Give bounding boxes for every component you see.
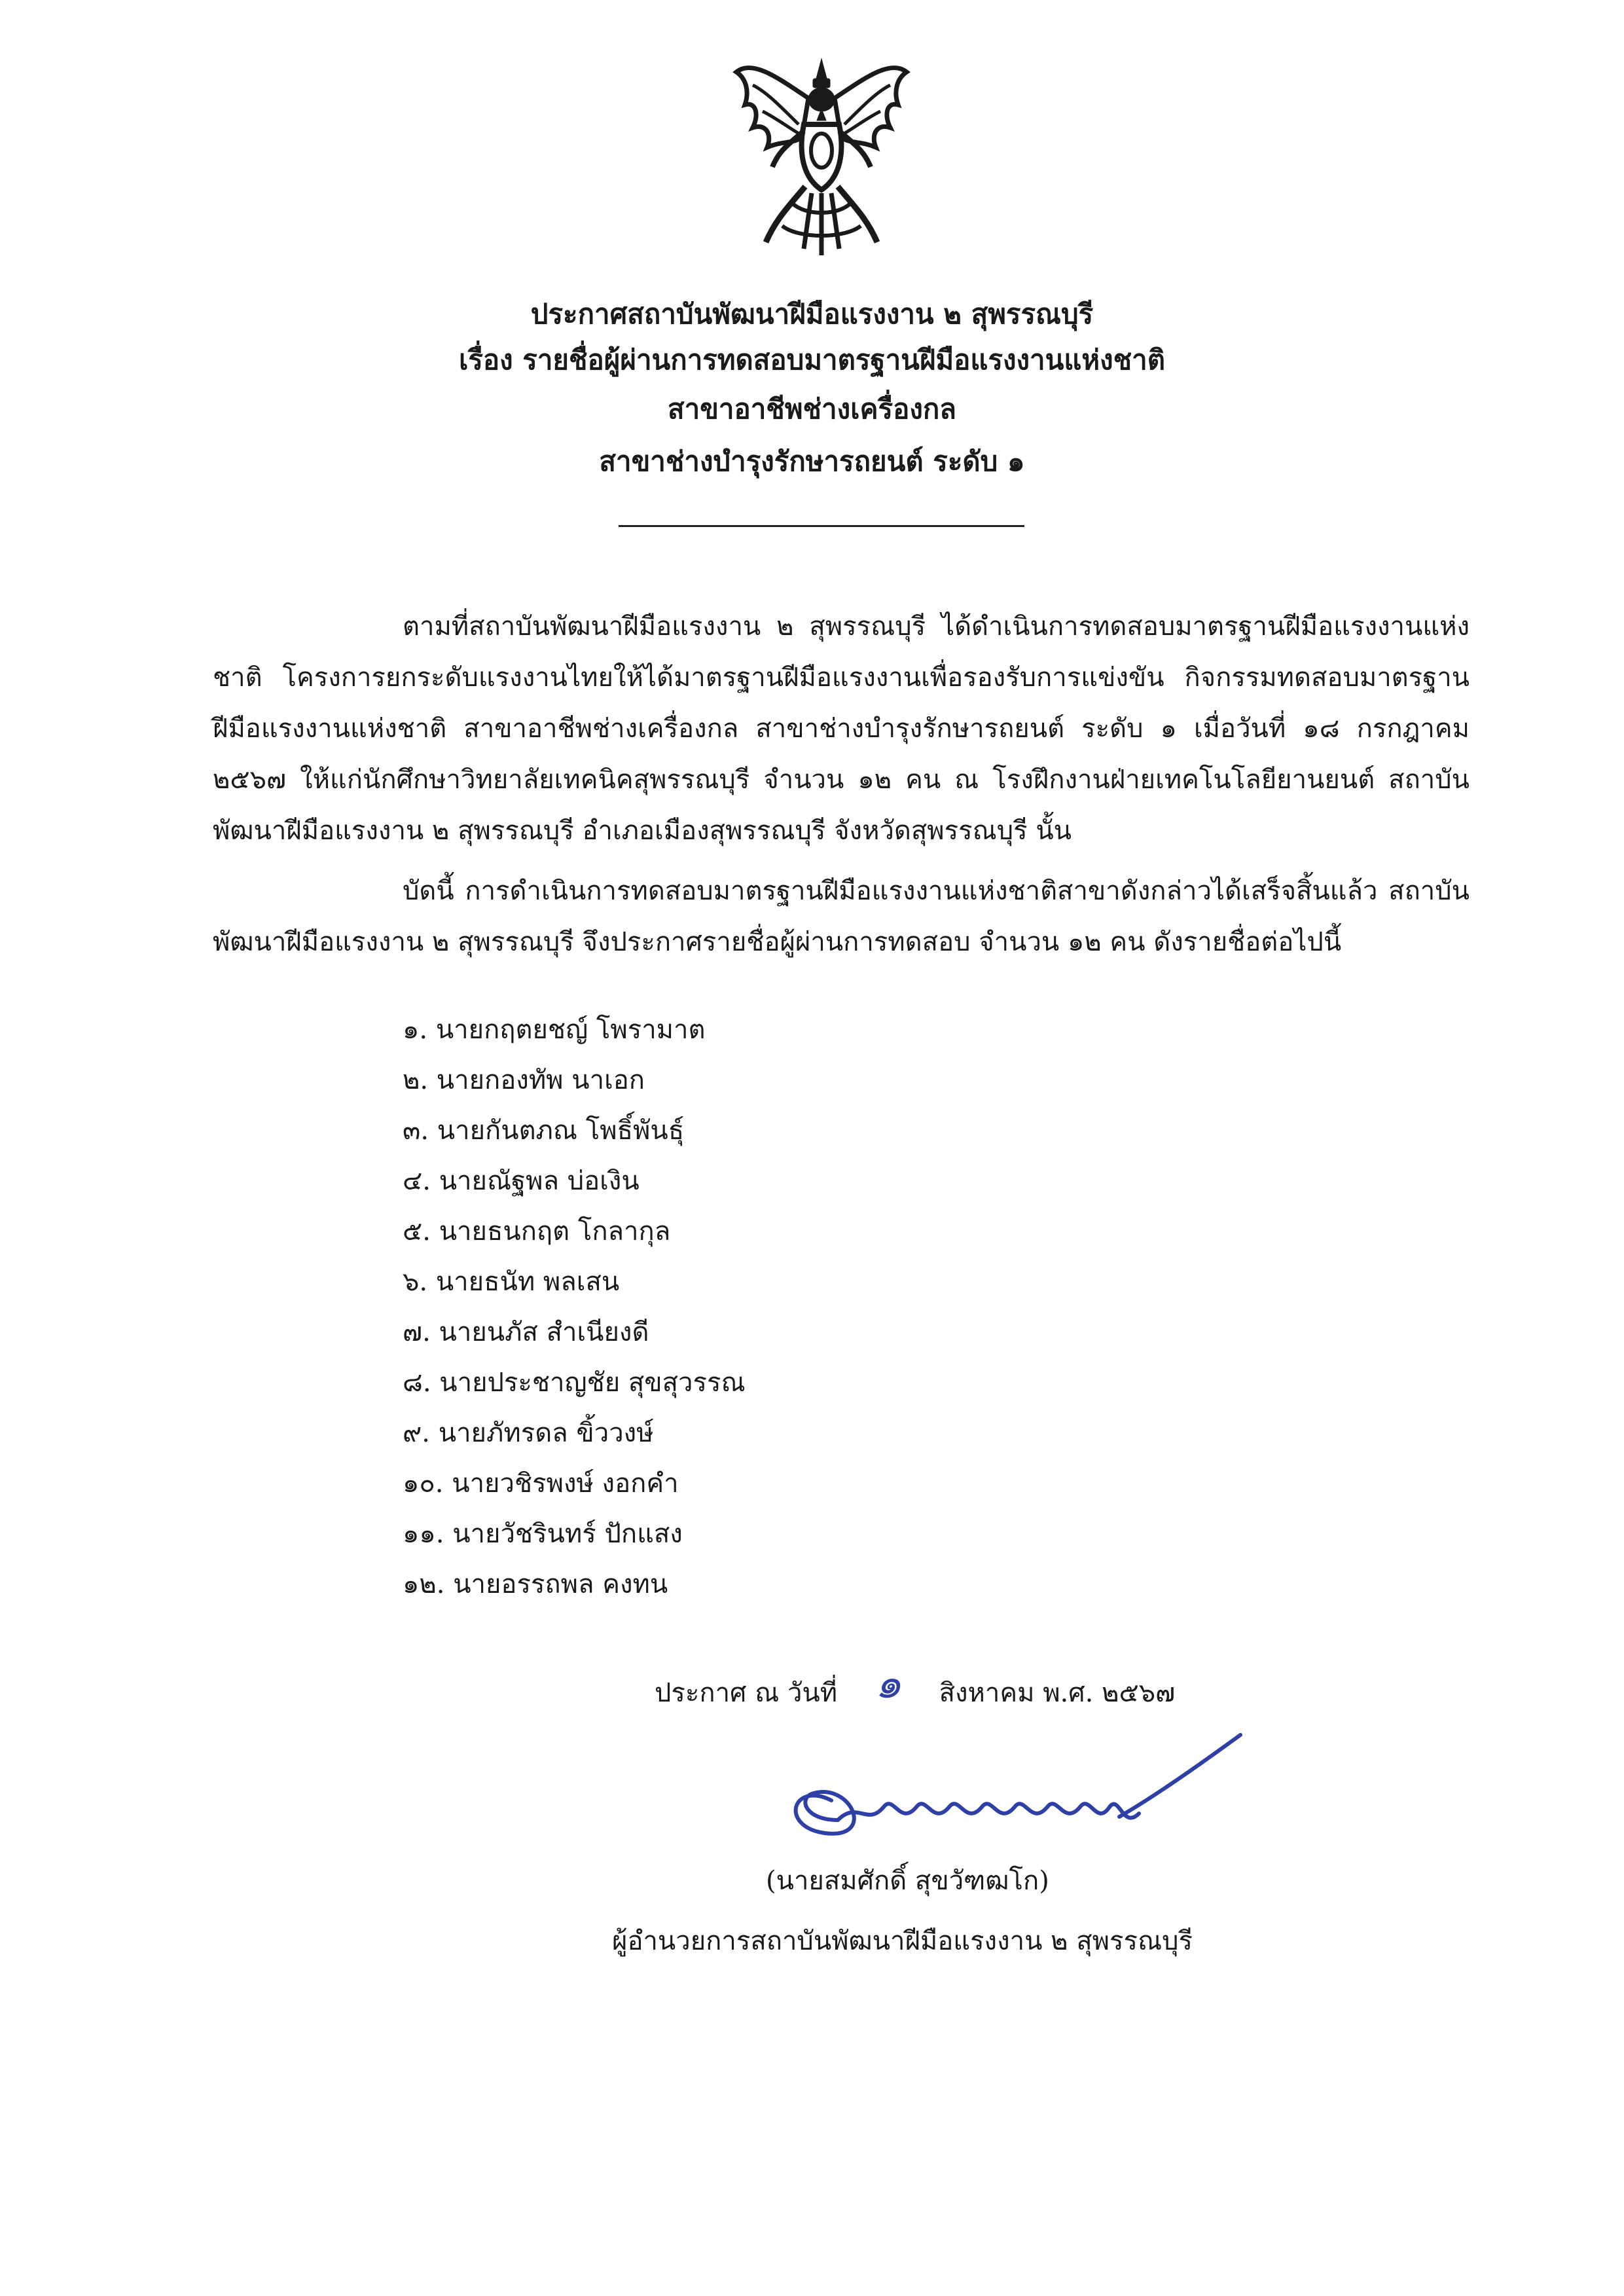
list-item: ๔. นายณัฐพล บ่อเงิน — [403, 1166, 640, 1196]
list-item: ๑. นายกฤตยชญ์ โพรามาต — [403, 1015, 706, 1045]
heading-line-4: สาขาช่างบำรุงรักษารถยนต์ ระดับ ๑ — [599, 445, 1025, 477]
list-item: ๒. นายกองทัพ นาเอก — [403, 1065, 645, 1095]
list-item: ๑๐. นายวชิรพงษ์ งอกคำ — [403, 1468, 679, 1499]
list-item: ๘. นายประชาญชัย สุขสุวรรณ — [403, 1368, 746, 1398]
list-item: ๕. นายธนกฤต โกลากุล — [403, 1216, 671, 1247]
list-item: ๖. นายธนัท พลเสน — [403, 1267, 620, 1297]
list-item: ๗. นายนภัส สำเนียงดี — [403, 1317, 649, 1347]
passed-names-list — [403, 1005, 746, 1610]
signer-title: ผู้อำนวยการสถาบันพัฒนาฝีมือแรงงาน ๒ สุพรรณบุรี — [612, 1926, 1193, 1956]
date-prefix: ประกาศ ณ วันที่ — [655, 1678, 838, 1708]
heading-line-1: ประกาศสถาบันพัฒนาฝีมือแรงงาน ๒ สุพรรณบุรี — [530, 298, 1094, 330]
heading-divider — [619, 525, 1024, 527]
heading-line-3: สาขาอาชีพช่างเครื่องกล — [667, 393, 957, 425]
body-paragraph-1: ตามที่สถาบันพัฒนาฝีมือแรงงาน ๒ สุพรรณบุรี ได้ดำเนินการทดสอบมาตรฐานฝีมือแรงงานแห่งชาติ โครงการยกระดับแรงงานไทยให้ได้มาตรฐานฝีมือแรงงานเพื่อรองรับการแข่งขัน กิจกรรมทดสอบมาตรฐานฝีมือแรงงานแห่งชาติ สาขาอาชีพช่างเครื่องกล สาขาช่างบำรุงรักษารถยนต์ ระดับ ๑ เมื่อวันที่ ๑๘ กรกฎาคม ๒๕๖๗ ให้แก่นักศึกษาวิทยาลัยเทคนิคสุพรรณบุรี จำนวน ๑๒ คน ณ โรงฝึกงานฝ่ายเทคโนโลยียานยนต์ สถาบันพัฒนาฝีมือแรงงาน ๒ สุพรรณบุรี อำเภอเมืองสุพรรณบุรี จังหวัดสุพรรณบุรี นั้น — [213, 611, 1470, 846]
list-item: ๙. นายภัทรดล ขิ้ววงษ์ — [403, 1418, 654, 1448]
handwritten-signature-icon — [753, 1722, 1250, 1859]
announcement-date — [655, 1660, 1176, 1713]
list-item: ๑๒. นายอรรถพล คงทน — [403, 1569, 668, 1599]
body-paragraph-2: บัดนี้ การดำเนินการทดสอบมาตรฐานฝีมือแรงงานแห่งชาติสาขาดังกล่าวได้เสร็จสิ้นแล้ว สถาบันพัฒนาฝีมือแรงงาน ๒ สุพรรณบุรี จึงประกาศรายชื่อผู้ผ่านการทดสอบ จำนวน ๑๒ คน ดังรายชื่อต่อไปนี้ — [213, 876, 1470, 957]
signer-name: (นายสมศักดิ์ สุขวัฑฒโก) — [766, 1866, 1049, 1896]
garuda-emblem-icon — [727, 52, 916, 262]
heading-line-2: เรื่อง รายชื่อผู้ผ่านการทดสอบมาตรฐานฝีมือแรงงานแห่งชาติ — [459, 344, 1165, 376]
date-suffix: สิงหาคม พ.ศ. ๒๕๖๗ — [939, 1678, 1176, 1708]
list-item: ๓. นายกันตภณ โพธิ์พันธุ์ — [403, 1116, 685, 1146]
list-item: ๑๑. นายวัชรินทร์ ปักแสง — [403, 1519, 683, 1549]
date-day-handwritten: ๑ — [875, 1660, 902, 1708]
